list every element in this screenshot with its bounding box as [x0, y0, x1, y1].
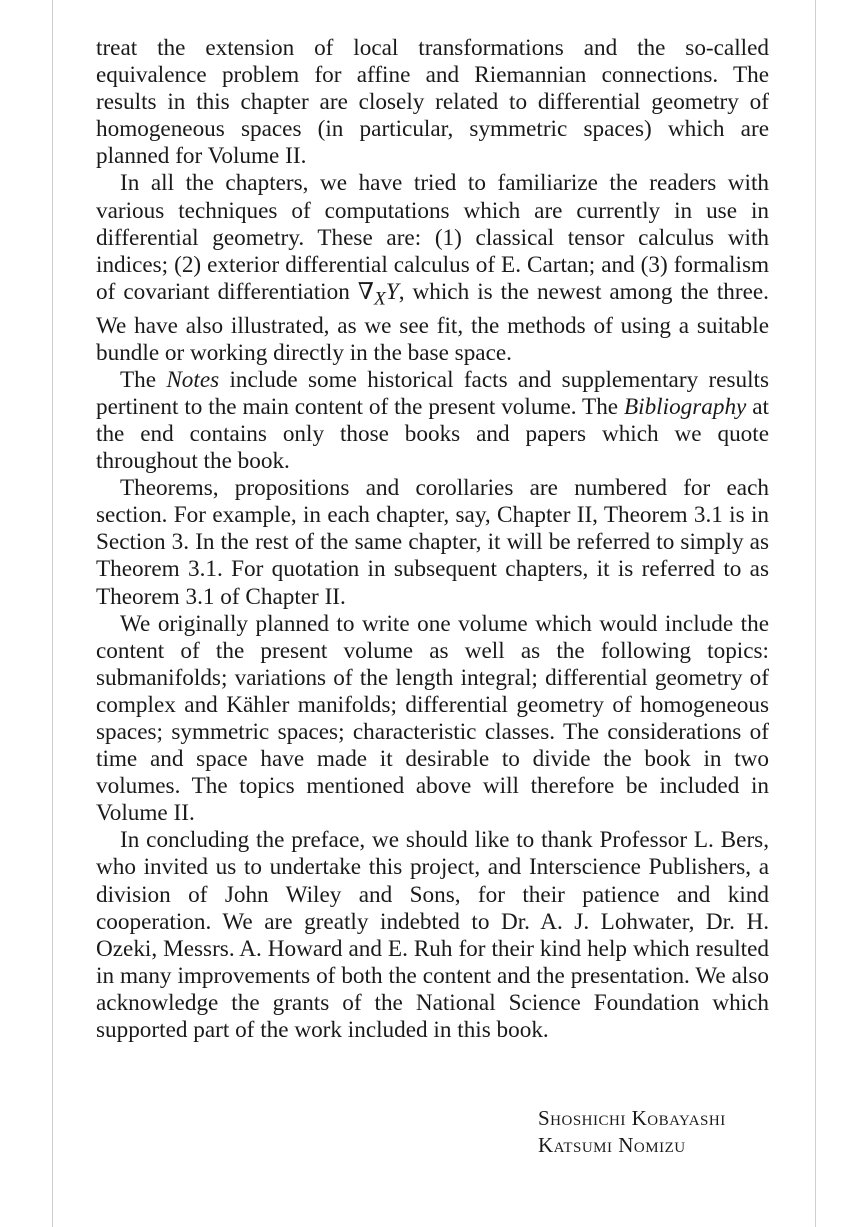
paragraph-text: In all the chapters, we have tried to familiarize the readers with various techniques of computations which are currently in use in differential geometry. These are: (1) classical tensor calculus with indices; (2) exterior differential calculus of E. Cartan; and (3) formalism of covariant differentiation ∇ — [96, 170, 769, 305]
notes-title: Notes — [166, 366, 220, 393]
paragraph-volumes — [96, 611, 769, 828]
paragraph-notes — [96, 367, 769, 475]
paragraph-text: Theorems, propositions and corollaries are numbered for each section. For example, in each chapter, say, Chapter II, Theorem 3.1 is in Section 3. In the rest of the same chapter, it will be referred to simply as Theorem 3.1. For quotation in subsequent chapters, it is referred to as Theorem 3.1 of Chapter II. — [96, 475, 769, 610]
subscript-x: X — [374, 288, 386, 310]
bibliography-title: Bibliography — [623, 393, 747, 420]
preface-body — [96, 35, 769, 1044]
paragraph-text: In concluding the preface, we should like to thank Professor L. Bers, who invited us to undertake this project, and Interscience Publishers, a division of John Wiley and Sons, for their patience and kind cooperation. We are greatly indebted to Dr. A. J. Lohwater, Dr. H. Ozeki, Messrs. A. Howard and E. Ruh for their kind help which resulted in many improvements of both the content and the presentation. We also acknowledge the grants of the National Science Foundation which supported part of the work included in this book. — [96, 827, 769, 1044]
paragraph-acknowledgements — [96, 827, 769, 1044]
left-page-border — [52, 0, 53, 1227]
paragraph-text: , which is the newest among the three. We have also illustrated, as we see fit, the methods of using a suitable bundle or working directly in the base space. — [96, 278, 769, 366]
right-page-border — [815, 0, 816, 1227]
paragraph-techniques — [96, 170, 769, 366]
italic-y: Y — [385, 278, 399, 305]
paragraph-text: at the end contains only those books and papers which we quote throughout the book. — [96, 393, 769, 475]
paragraph-text: The — [120, 366, 167, 393]
paragraph-connections — [96, 35, 769, 170]
author-signatures — [538, 1105, 798, 1159]
paragraph-text: include some historical facts and supplementary results pertinent to the main content of the present volume. The — [96, 366, 769, 420]
paragraph-numbering — [96, 475, 769, 610]
paragraph-text: treat the extension of local transformations and the so-called equivalence problem for affine and Riemannian connections. The results in this chapter are closely related to differential geometry of homogeneous spaces (in particular, symmetric spaces) which are planned for Volume II. — [96, 35, 769, 170]
author-name-nomizu: Katsumi Nomizu — [538, 1133, 686, 1157]
paragraph-text: We originally planned to write one volume which would include the content of the present volume as well as the following topics: submanifolds; variations of the length integral; differential geometry of complex and Kähler manifolds; differential geometry of homogeneous spaces; symmetric spaces; characteristic classes. The considerations of time and space have made it desirable to divide the book in two volumes. The topics mentioned above will therefore be included in Volume II. — [96, 610, 769, 827]
author-name-kobayashi: Shoshichi Kobayashi — [538, 1106, 726, 1130]
